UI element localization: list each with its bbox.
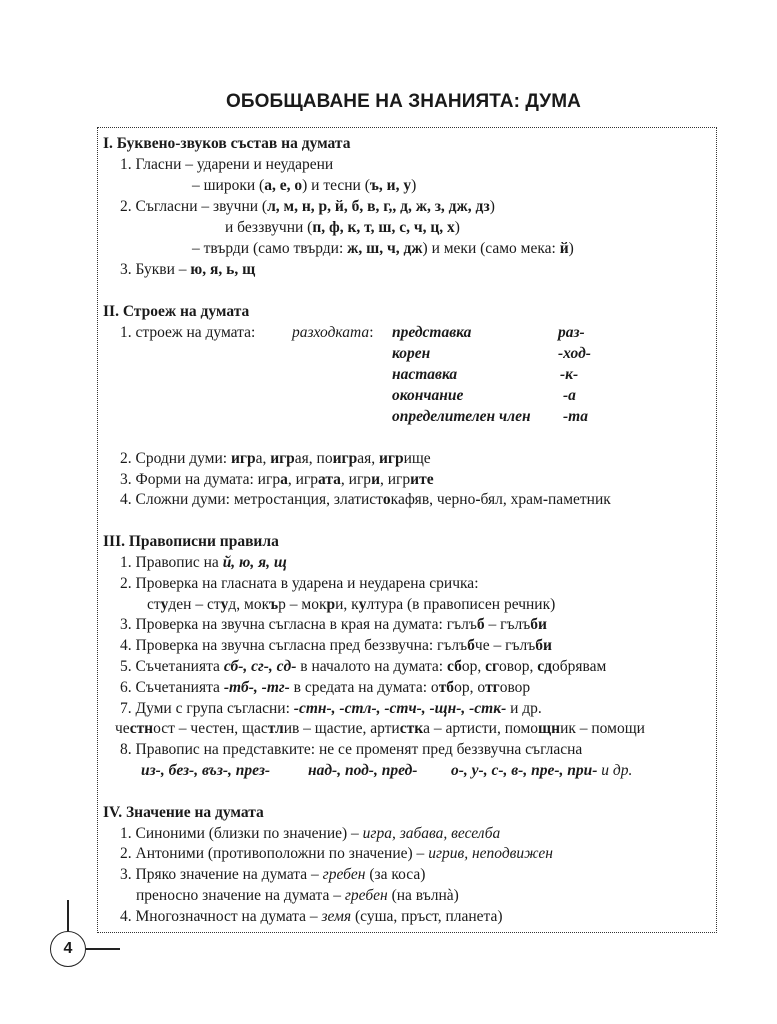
literal-meaning-line: 3. Пряко значение на думата – гребен (за коса)	[120, 866, 426, 883]
part-name-root: корен	[392, 345, 431, 362]
spelling-rule-2-examples: студен – студ, мокър – мокри, култура (в правописен речник)	[147, 596, 556, 613]
section-3-heading: III. Правописни правила	[103, 533, 279, 550]
part-name-prefix: представка	[392, 324, 472, 341]
part-value-article: -та	[563, 408, 588, 425]
section-2-heading: II. Строеж на думата	[103, 303, 250, 320]
part-value-ending: -а	[563, 387, 576, 404]
synonyms-line: 1. Синоними (близки по значение) – игра, забава, веселба	[120, 825, 501, 842]
vowels-wide-narrow-line: – широки (а, е, о) и тесни (ъ, и, у)	[192, 177, 417, 194]
section-4-heading: IV. Значение на думата	[103, 804, 264, 821]
spelling-rule-7: 7. Думи с група съгласни: -стн-, -стл-, -стч-, -щн-, -стк- и др.	[120, 700, 542, 717]
prefixes-group-3: о-, у-, с-, в-, пре-, при- и др.	[451, 762, 633, 779]
part-name-suffix: наставка	[392, 366, 458, 383]
structure-label: 1. строеж на думата:	[120, 324, 256, 341]
prefixes-group-1: из-, без-, въз-, през-	[141, 762, 271, 779]
part-value-suffix: -к-	[560, 366, 579, 383]
part-value-prefix: раз-	[558, 324, 585, 341]
spelling-rule-1: 1. Правопис на й, ю, я, щ	[120, 554, 287, 571]
part-name-ending: окончание	[392, 387, 464, 404]
spelling-rule-8: 8. Правопис на представките: не се променят пред беззвучна съгласна	[120, 741, 583, 758]
spelling-rule-7-examples: честност – честен, щастлив – щастие, артистка – артисти, помощник – помощи	[115, 720, 645, 737]
spelling-rule-3: 3. Проверка на звучна съгласна в края на думата: гълъб – гълъби	[120, 616, 547, 633]
spelling-rule-4: 4. Проверка на звучна съгласна пред беззвучна: гълъбче – гълъби	[120, 637, 552, 654]
page-number-rule-vertical	[67, 900, 69, 931]
page-title: ОБОБЩАВАНЕ НА ЗНАНИЯТА: ДУМА	[226, 91, 581, 112]
letters-line: 3. Букви – ю, я, ь, щ	[120, 261, 256, 278]
part-value-root: -ход-	[558, 345, 591, 362]
spelling-rule-2: 2. Проверка на гласната в ударена и неударена сричка:	[120, 575, 479, 592]
hard-soft-consonants-line: – твърди (само твърди: ж, ш, ч, дж) и меки (само мека: й)	[192, 240, 574, 257]
polysemy-line: 4. Многозначност на думата – земя (суша, пръст, планета)	[120, 908, 503, 925]
page-number: 4	[50, 931, 86, 967]
prefixes-group-2: над-, под-, пред-	[308, 762, 418, 779]
figurative-meaning-line: преносно значение на думата – гребен (на вълнà)	[136, 887, 459, 904]
related-words-line: 2. Сродни думи: игра, играя, поиграя, игрище	[120, 450, 431, 467]
antonyms-line: 2. Антоними (противоположни по значение) – игрив, неподвижен	[120, 845, 553, 862]
voiced-consonants-line: 2. Съгласни – звучни (л, м, н, р, й, б, в, г,, д, ж, з, дж, дз)	[120, 198, 495, 215]
section-1-heading: I. Буквено-звуков състав на думата	[103, 135, 351, 152]
structure-example-word: разходката:	[292, 324, 374, 341]
voiceless-consonants-line: и беззвучни (п, ф, к, т, ш, с, ч, ц, х)	[225, 219, 460, 236]
word-forms-line: 3. Форми на думата: игра, играта, игри, игрите	[120, 471, 434, 488]
vowels-line: 1. Гласни – ударени и неударени	[120, 156, 334, 173]
page-number-rule-horizontal	[86, 948, 120, 950]
part-name-article: определителен член	[392, 408, 531, 425]
compound-words-line: 4. Сложни думи: метростанция, златистокафяв, черно-бял, храм-паметник	[120, 491, 611, 508]
spelling-rule-5: 5. Съчетанията сб-, сг-, сд- в началото на думата: сбор, сговор, сдобрявам	[120, 658, 607, 675]
spelling-rule-6: 6. Съчетанията -тб-, -тг- в средата на думата: отбор, отговор	[120, 679, 531, 696]
